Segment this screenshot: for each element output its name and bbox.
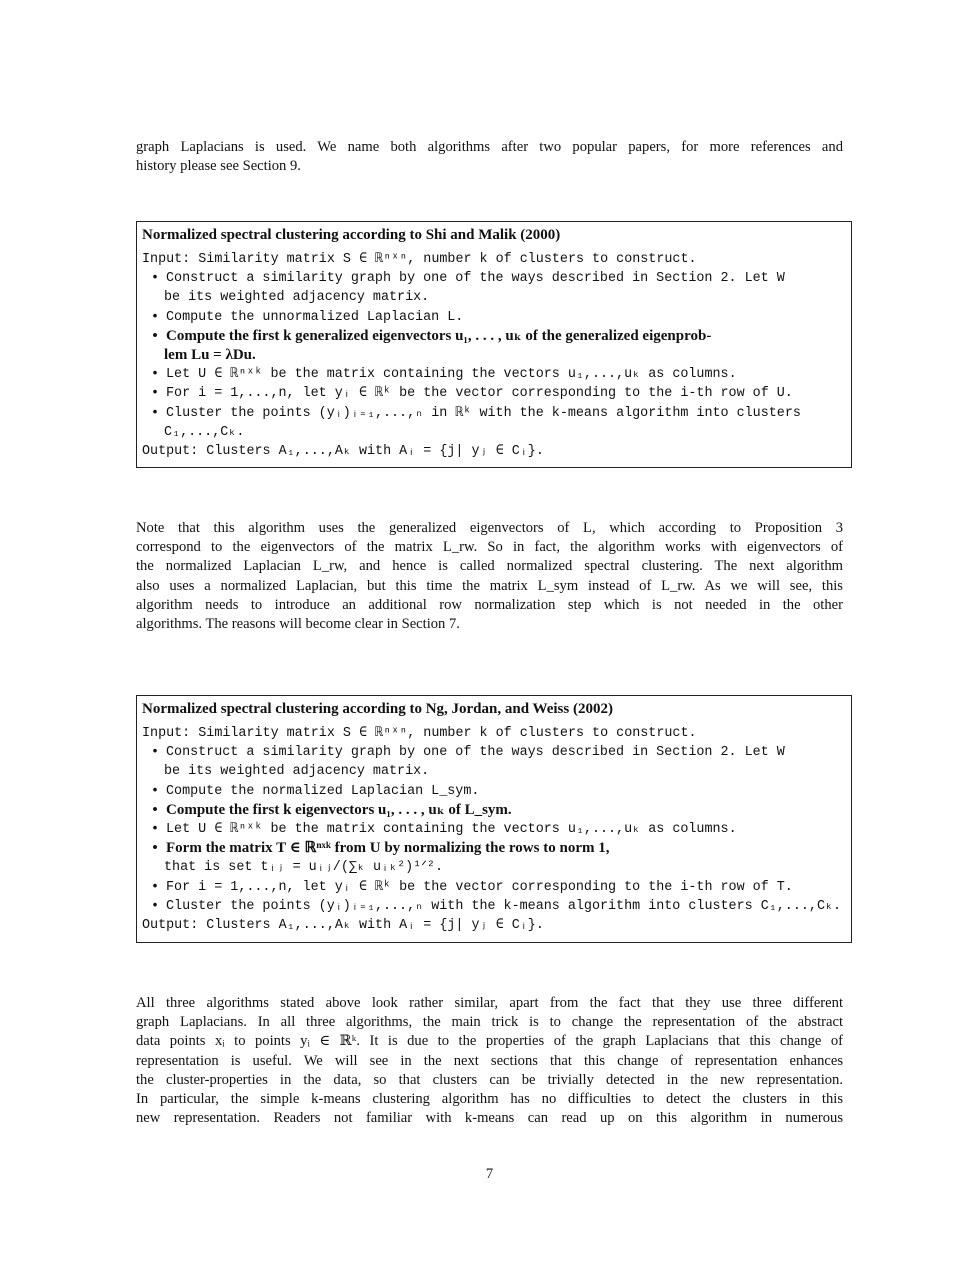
algorithm-step: • For i = 1,...,n, let yᵢ ∈ ℝᵏ be the vector corresponding to the i-th row of U.	[142, 384, 846, 403]
algorithm-output: Output: Clusters A₁,...,Aₖ with Aᵢ = {j| yⱼ ∈ Cᵢ}.	[142, 444, 544, 460]
algorithm-step: • Form the matrix T ∈ ℝⁿˣᵏ from U by normalizing the rows to norm 1,	[142, 839, 846, 858]
algorithm-title: Normalized spectral clustering according to Shi and Malik (2000)	[142, 227, 561, 243]
text-line: correspond to the eigenvectors of the matrix L_rw. So in fact, the algorithm works with eigenvectors of	[136, 539, 843, 556]
text-line: graph Laplacians. In all three algorithms, the main trick is to change the representation of the abstract	[136, 1014, 843, 1031]
algorithm-step-continuation: be its weighted adjacency matrix.	[164, 290, 430, 306]
algorithm-title: Normalized spectral clustering according to Ng, Jordan, and Weiss (2002)	[142, 701, 613, 717]
text-line: All three algorithms stated above look rather similar, apart from the fact that they use three different	[136, 995, 843, 1011]
algorithm-box-shi-malik	[136, 221, 852, 468]
middle-paragraph	[136, 519, 843, 634]
algorithm-step-continuation: be its weighted adjacency matrix.	[164, 764, 430, 780]
bullet-icon: •	[150, 309, 160, 325]
algorithm-step-continuation: lem Lu = λDu.	[164, 347, 256, 364]
text-line: data points xᵢ to points yᵢ ∈ ℝᵏ. It is due to the properties of the graph Laplacians that this change of	[136, 1033, 843, 1050]
text-line: the normalized Laplacian L_rw, and hence is called normalized spectral clustering. The next algorithm	[136, 558, 843, 575]
algorithm-step: • Let U ∈ ℝⁿˣᵏ be the matrix containing the vectors u₁,...,uₖ as columns.	[142, 365, 846, 384]
text-line: new representation. Readers not familiar with k-means can read up on this algorithm in numerous	[136, 1110, 843, 1127]
algorithm-output: Output: Clusters A₁,...,Aₖ with Aᵢ = {j| yⱼ ∈ Cᵢ}.	[142, 918, 544, 934]
algorithm-step-continuation: that is set tᵢⱼ = uᵢⱼ/(∑ₖ uᵢₖ²)¹ᐟ².	[164, 860, 443, 876]
algorithm-step: • Compute the first k generalized eigenvectors u₁, . . . , uₖ of the generalized eigenprob-	[142, 327, 846, 346]
text-line: representation is useful. We will see in the next sections that this change of representation enhances	[136, 1052, 843, 1069]
text-line: graph Laplacians is used. We name both algorithms after two popular papers, for more references and	[136, 139, 843, 155]
final-paragraph	[136, 994, 843, 1128]
text-line: algorithms. The reasons will become clear in Section 7.	[136, 616, 460, 633]
intro-paragraph	[136, 138, 843, 176]
bullet-icon: •	[150, 386, 160, 402]
bullet-icon: •	[150, 879, 160, 895]
page-number: 7	[485, 1166, 494, 1182]
bullet-icon: •	[150, 367, 160, 383]
bullet-icon: •	[150, 271, 160, 287]
algorithm-step: • Construct a similarity graph by one of the ways described in Section 2. Let W	[142, 269, 846, 288]
algorithm-step: • Compute the unnormalized Laplacian L.	[142, 308, 846, 327]
algorithm-box-ng-jordan-weiss	[136, 695, 852, 943]
text-line: also uses a normalized Laplacian, but this time the matrix L_sym instead of L_rw. As we will see, this	[136, 577, 843, 594]
text-line: history please see Section 9.	[136, 158, 301, 175]
bullet-icon: •	[152, 327, 158, 344]
bullet-icon: •	[152, 840, 158, 857]
bullet-icon: •	[150, 898, 160, 914]
algorithm-step: • Compute the normalized Laplacian L_sym.	[142, 782, 846, 801]
algorithm-step: • Compute the first k eigenvectors u₁, . . . , uₖ of L_sym.	[142, 801, 846, 820]
algorithm-step: • For i = 1,...,n, let yᵢ ∈ ℝᵏ be the vector corresponding to the i-th row of T.	[142, 878, 846, 897]
bullet-icon: •	[150, 405, 160, 421]
algorithm-step: • Cluster the points (yᵢ)ᵢ₌₁,...,ₙ with the k-means algorithm into clusters C₁,...,Cₖ.	[142, 897, 846, 916]
algorithm-input: Input: Similarity matrix S ∈ ℝⁿˣⁿ, number k of clusters to construct.	[142, 726, 697, 741]
algorithm-step: • Let U ∈ ℝⁿˣᵏ be the matrix containing the vectors u₁,...,uₖ as columns.	[142, 820, 846, 839]
algorithm-step: • Cluster the points (yᵢ)ᵢ₌₁,...,ₙ in ℝᵏ with the k-means algorithm into clusters	[142, 404, 846, 423]
bullet-icon: •	[150, 783, 160, 799]
text-line: the cluster-properties in the data, so that clusters can be trivially detected in the new representation.	[136, 1071, 843, 1088]
bullet-icon: •	[150, 745, 160, 761]
text-line: In particular, the simple k-means clustering algorithm has no difficulties to detect the clusters in this	[136, 1091, 843, 1108]
algorithm-step: • Construct a similarity graph by one of the ways described in Section 2. Let W	[142, 743, 846, 762]
algorithm-step-continuation: C₁,...,Cₖ.	[164, 424, 245, 440]
text-line: Note that this algorithm uses the generalized eigenvectors of L, which according to Proposition 3	[136, 520, 843, 536]
bullet-icon: •	[150, 822, 160, 838]
algorithm-input: Input: Similarity matrix S ∈ ℝⁿˣⁿ, number k of clusters to construct.	[142, 252, 697, 267]
bullet-icon: •	[152, 801, 158, 818]
text-line: algorithm needs to introduce an additional row normalization step which is not needed in the other	[136, 596, 843, 613]
